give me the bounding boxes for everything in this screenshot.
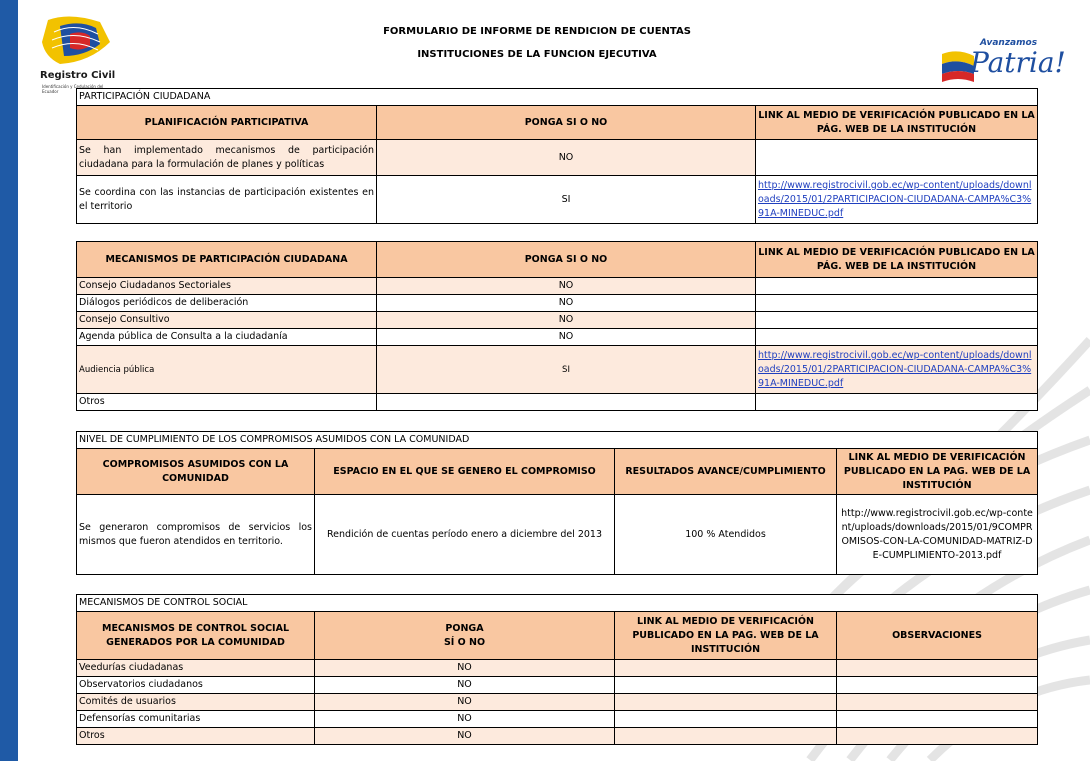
row-label: Veedurías ciudadanas bbox=[77, 660, 315, 677]
row-link bbox=[615, 677, 837, 694]
row-link[interactable] bbox=[756, 346, 1038, 394]
result-cell: 100 % Atendidos bbox=[615, 495, 837, 575]
compromisos-table bbox=[76, 431, 1038, 575]
row-value: NO bbox=[377, 312, 756, 329]
table-row bbox=[77, 278, 1038, 295]
verification-link[interactable]: http://www.registrocivil.gob.ec/wp-content/uploads/downloads/2015/01/2PARTICIPACION-CIUDADANA-CAMPA%C3%91A-MINEDUC.pdf bbox=[758, 349, 1032, 389]
table-row bbox=[77, 394, 1038, 411]
row-label: Agenda pública de Consulta a la ciudadanía bbox=[77, 329, 377, 346]
table-row bbox=[77, 694, 1038, 711]
row-value bbox=[377, 394, 756, 411]
section-title: MECANISMOS DE CONTROL SOCIAL bbox=[77, 595, 1038, 612]
row-label: Comités de usuarios bbox=[77, 694, 315, 711]
row-link bbox=[756, 312, 1038, 329]
row-label: Otros bbox=[77, 394, 377, 411]
row-label: Consejo Consultivo bbox=[77, 312, 377, 329]
row-label: Se coordina con las instancias de participación existentes en el territorio bbox=[77, 176, 377, 224]
column-header: LINK AL MEDIO DE VERIFICACIÓN PUBLICADO EN LA PÁG. WEB DE LA INSTITUCIÓN bbox=[756, 106, 1038, 140]
link-cell: http://www.registrocivil.gob.ec/wp-content/uploads/downloads/2015/01/9COMPROMISOS-CON-LA-COMUNIDAD-MATRIZ-DE-CUMPLIMIENTO-2013.pdf bbox=[837, 495, 1038, 575]
row-value: NO bbox=[315, 711, 615, 728]
row-value: NO bbox=[315, 694, 615, 711]
table-row bbox=[77, 495, 1038, 575]
row-value: NO bbox=[377, 329, 756, 346]
row-link bbox=[756, 278, 1038, 295]
row-link bbox=[756, 329, 1038, 346]
column-header: MECANISMOS DE CONTROL SOCIAL GENERADOS POR LA COMUNIDAD bbox=[77, 612, 315, 660]
column-header: PONGA SI O NO bbox=[377, 242, 756, 278]
table-row bbox=[77, 329, 1038, 346]
row-link bbox=[615, 711, 837, 728]
logo-left-sub: Identificación y Cedulación del Ecuador bbox=[42, 84, 104, 94]
form-title: FORMULARIO DE INFORME DE RENDICION DE CUENTAS bbox=[383, 26, 691, 37]
column-header: COMPROMISOS ASUMIDOS CON LA COMUNIDAD bbox=[77, 449, 315, 495]
logo-right-small: Avanzamos bbox=[980, 38, 1038, 48]
form-subtitle: INSTITUCIONES DE LA FUNCION EJECUTIVA bbox=[417, 49, 657, 60]
table-row bbox=[77, 728, 1038, 745]
row-label: Observatorios ciudadanos bbox=[77, 677, 315, 694]
section-title: PARTICIPACIÓN CIUDADANA bbox=[77, 89, 1038, 106]
ponga-line1: PONGA bbox=[445, 622, 484, 634]
column-header: LINK AL MEDIO DE VERIFICACIÓN PUBLICADO EN LA PAG. WEB DE LA INSTITUCIÓN bbox=[615, 612, 837, 660]
row-link bbox=[615, 728, 837, 745]
row-link bbox=[615, 694, 837, 711]
column-header: RESULTADOS AVANCE/CUMPLIMIENTO bbox=[615, 449, 837, 495]
ponga-line2: SÍ O NO bbox=[443, 636, 486, 648]
row-label: Se han implementado mecanismos de participación ciudadana para la formulación de planes y políticas bbox=[77, 140, 377, 176]
side-bar bbox=[0, 0, 18, 761]
column-header: ESPACIO EN EL QUE SE GENERO EL COMPROMISO bbox=[315, 449, 615, 495]
control-social-table bbox=[76, 594, 1038, 745]
table-row bbox=[77, 346, 1038, 394]
fingerprint-map-icon bbox=[30, 12, 130, 72]
row-value: NO bbox=[377, 295, 756, 312]
row-label: Diálogos periódicos de deliberación bbox=[77, 295, 377, 312]
commitment-cell: Se generaron compromisos de servicios los mismos que fueron atendidos en territorio. bbox=[77, 495, 315, 575]
row-value: NO bbox=[315, 728, 615, 745]
table-row bbox=[77, 176, 1038, 224]
row-link bbox=[756, 140, 1038, 176]
column-header: LINK AL MEDIO DE VERIFICACIÓN PUBLICADO EN LA PAG. WEB DE LA INSTITUCIÓN bbox=[837, 449, 1038, 495]
row-link[interactable] bbox=[756, 176, 1038, 224]
row-value: SI bbox=[377, 346, 756, 394]
row-value: NO bbox=[315, 660, 615, 677]
row-observation bbox=[837, 694, 1038, 711]
table-row bbox=[77, 660, 1038, 677]
table-row bbox=[77, 312, 1038, 329]
row-observation bbox=[837, 677, 1038, 694]
row-observation bbox=[837, 660, 1038, 677]
row-link bbox=[756, 394, 1038, 411]
avanzamos-patria-logo bbox=[940, 38, 1066, 88]
verification-link[interactable]: http://www.registrocivil.gob.ec/wp-content/uploads/downloads/2015/01/2PARTICIPACION-CIUDADANA-CAMPA%C3%91A-MINEDUC.pdf bbox=[758, 179, 1032, 219]
row-value: NO bbox=[315, 677, 615, 694]
column-header: OBSERVACIONES bbox=[837, 612, 1038, 660]
column-header: MECANISMOS DE PARTICIPACIÓN CIUDADANA bbox=[77, 242, 377, 278]
logo-right-big: Patria! bbox=[970, 46, 1066, 79]
row-link bbox=[756, 295, 1038, 312]
space-cell: Rendición de cuentas período enero a diciembre del 2013 bbox=[315, 495, 615, 575]
row-value: NO bbox=[377, 278, 756, 295]
table-row bbox=[77, 677, 1038, 694]
section-title: NIVEL DE CUMPLIMIENTO DE LOS COMPROMISOS ASUMIDOS CON LA COMUNIDAD bbox=[77, 432, 1038, 449]
row-observation bbox=[837, 728, 1038, 745]
row-value: SI bbox=[377, 176, 756, 224]
mecanismos-table bbox=[76, 241, 1038, 411]
table-row bbox=[77, 711, 1038, 728]
column-header: PLANIFICACIÓN PARTICIPATIVA bbox=[77, 106, 377, 140]
row-label: Audiencia pública bbox=[77, 346, 377, 394]
row-label: Consejo Ciudadanos Sectoriales bbox=[77, 278, 377, 295]
row-value: NO bbox=[377, 140, 756, 176]
row-link bbox=[615, 660, 837, 677]
column-header bbox=[315, 612, 615, 660]
table-row bbox=[77, 140, 1038, 176]
row-label: Otros bbox=[77, 728, 315, 745]
participacion-table bbox=[76, 88, 1038, 224]
logo-left-text: Registro Civil bbox=[40, 70, 116, 81]
table-row bbox=[77, 295, 1038, 312]
row-label: Defensorías comunitarias bbox=[77, 711, 315, 728]
column-header: PONGA SI O NO bbox=[377, 106, 756, 140]
row-observation bbox=[837, 711, 1038, 728]
column-header: LINK AL MEDIO DE VERIFICACIÓN PUBLICADO EN LA PÁG. WEB DE LA INSTITUCIÓN bbox=[756, 242, 1038, 278]
